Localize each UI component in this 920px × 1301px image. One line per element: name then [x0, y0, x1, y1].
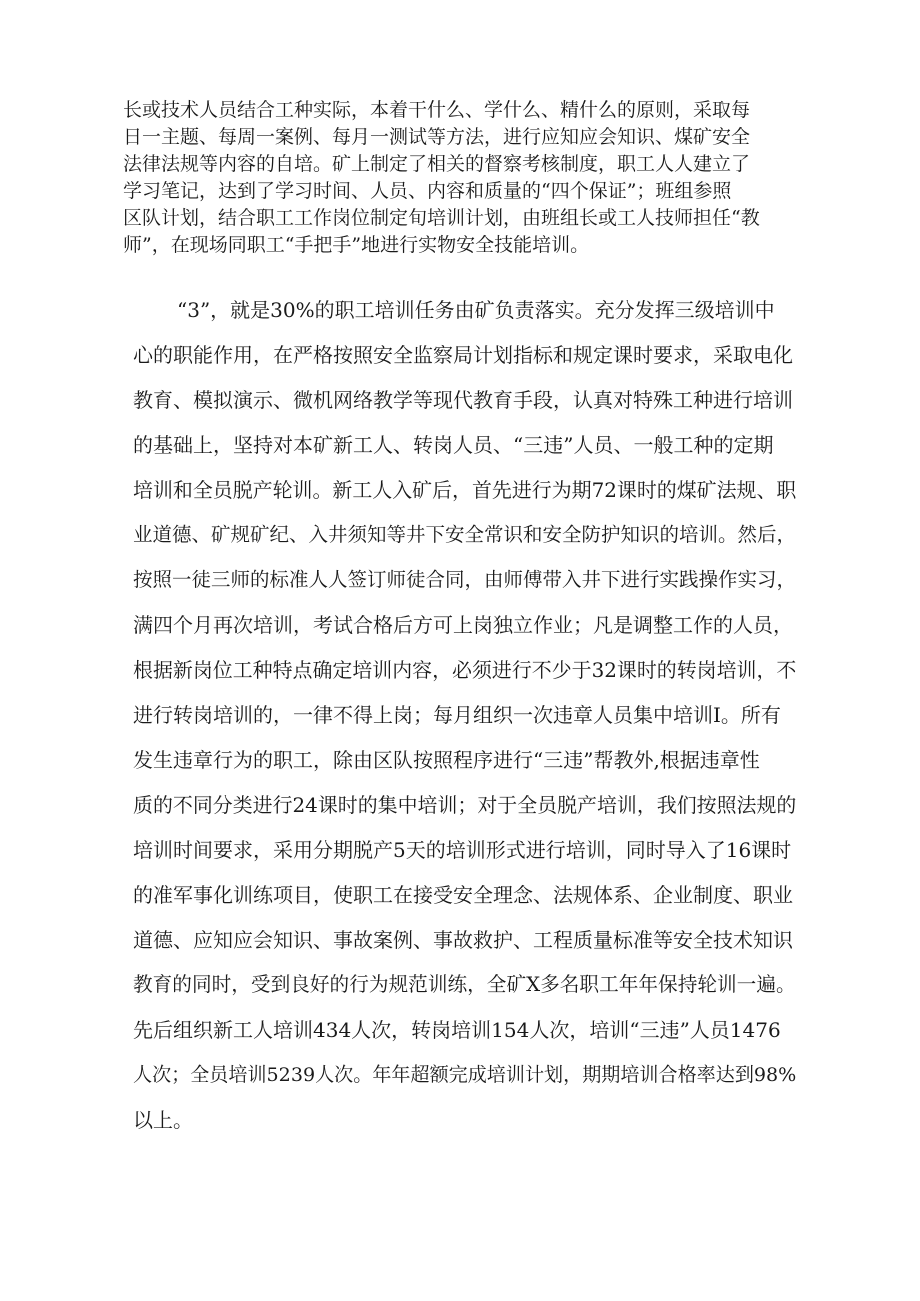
paragraph-line: 的基础上，坚持对本矿新工人、转岗人员、“三违”人员、一般工种的定期 — [133, 433, 774, 457]
paragraph-line: 业道德、矿规矿纪、入井须知等井下安全常识和安全防护知识的培训。然后， — [133, 523, 797, 546]
paragraph-line: 日一主题、每周一案例、每月一测试等方法，进行应知应会知识、煤矿安全 — [123, 126, 751, 148]
paragraph-line: 质的不同分类进行24课时的集中培训；对于全员脱产培训，我们按照法规的 — [133, 793, 797, 817]
paragraph-line: 人次；全员培训5239人次。年年超额完成培训计划，期期培训合格率达到98% — [133, 1064, 797, 1086]
paragraph-line: 长或技术人员结合工种实际，本着干什么、学什么、精什么的原则，采取每 — [123, 99, 751, 121]
paragraph-line: 道德、应知应会知识、事故案例、事故救护、工程质量标准等安全技术知识 — [133, 928, 793, 952]
paragraph-line: 根据新岗位工种特点确定培训内容，必须进行不少于32课时的转岗培训，不 — [133, 658, 797, 682]
paragraph-line: 师”，在现场同职工“手把手”地进行实物安全技能培训。 — [123, 234, 590, 256]
paragraph-line: 进行转岗培训的，一律不得上岗；每月组织一次违章人员集中培训I。所有 — [133, 703, 781, 727]
paragraph-line: 发生违章行为的职工，除由区队按照程序进行“三违”帮教外,根据违章性 — [133, 748, 760, 772]
paragraph-line: 培训时间要求，采用分期脱产5天的培训形式进行培训，同时导入了16课时 — [133, 838, 792, 862]
paragraph-line: 区队计划，结合职工工作岗位制定旬培训计划，由班组长或工人技师担任“教 — [123, 207, 760, 229]
paragraph-line: 满四个月再次培训，考试合格后方可上岗独立作业；凡是调整工作的人员， — [133, 613, 793, 637]
paragraph-line: “3”，就是30%的职工培训任务由矿负责落实。充分发挥三级培训中 — [177, 298, 775, 322]
paragraph-line: 以上。 — [133, 1108, 193, 1132]
paragraph-line: 先后组织新工人培训434人次，转岗培训154人次，培训“三违”人员1476 — [133, 1018, 781, 1042]
paragraph-line: 法律法规等内容的自培。矿上制定了相关的督察考核制度，职工人人建立了 — [123, 153, 751, 175]
paragraph-line: 培训和全员脱产轮训。新工人入矿后，首先进行为期72课时的煤矿法规、职 — [133, 478, 797, 502]
paragraph-line: 按照一徒三师的标准人人签订师徒合同，由师傅带入井下进行实践操作实习， — [133, 568, 797, 591]
paragraph-line: 心的职能作用，在严格按照安全监察局计划指标和规定课时要求，采取电化 — [133, 343, 793, 367]
paragraph-line: 的准军事化训练项目，使职工在接受安全理念、法规体系、企业制度、职业 — [133, 883, 793, 907]
paragraph-line: 教育的同时，受到良好的行为规范训练，全矿X多名职工年年保持轮训一遍。 — [133, 973, 796, 996]
paragraph-line: 教育、模拟演示、微机网络教学等现代教育手段，认真对特殊工种进行培训 — [133, 388, 793, 412]
paragraph-line: 学习笔记，达到了学习时间、人员、内容和质量的“四个保证”；班组参照 — [123, 180, 732, 202]
